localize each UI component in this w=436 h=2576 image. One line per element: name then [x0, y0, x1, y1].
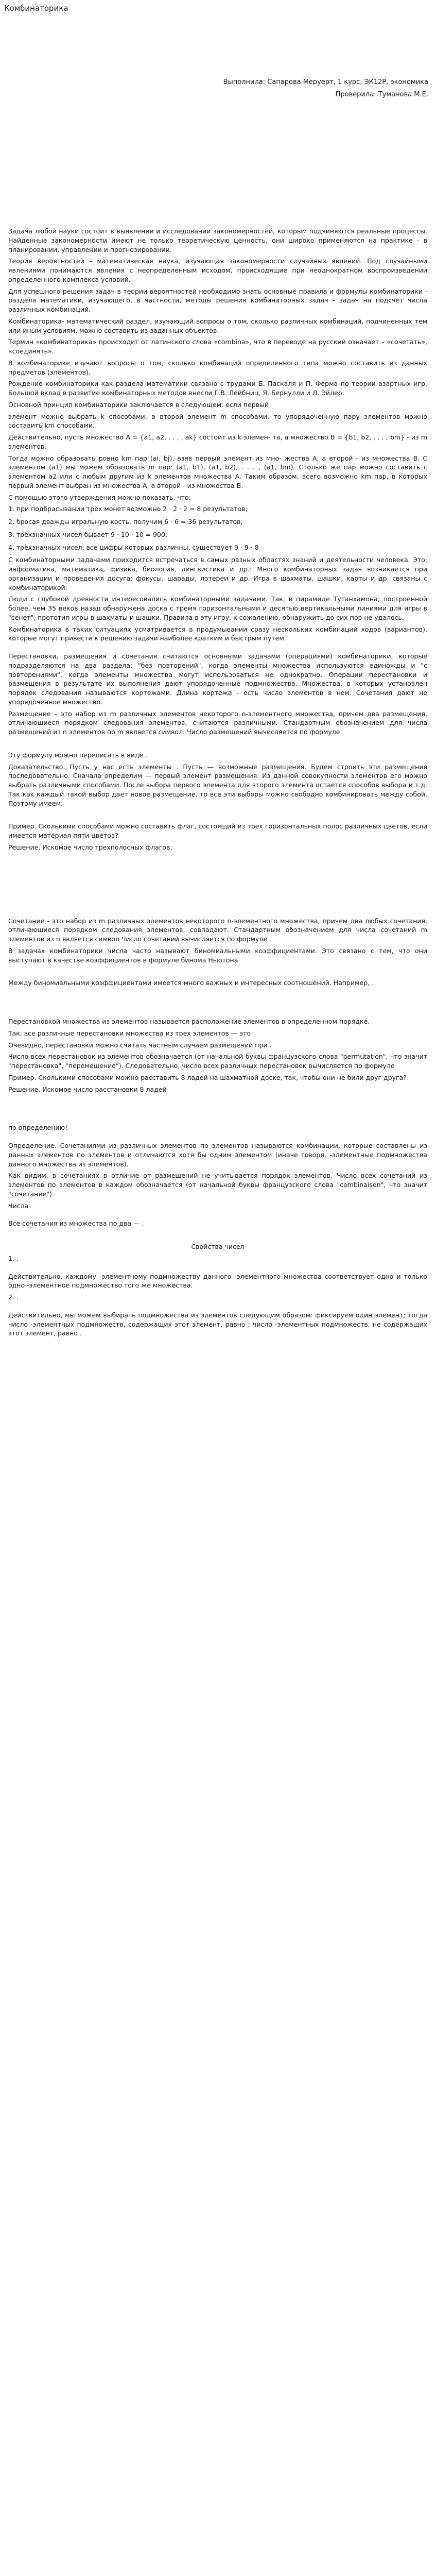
paragraph: Теория вероятностей - математическая наука, изучающая закономерности случайных явлений. Под случайными явлениями понимаются явления с неопределенным исходом, происходящие при неоднократном воспроизведении определенного комплекса условий. [8, 257, 427, 283]
paragraph: В задачах комбинаторики числа часто называют биномиальными коэффициентами. Это связано с тем, что они выступают в качестве коэффициентов в формуле бинома Ньютона [8, 946, 427, 964]
paragraph: Тогда можно образовать ровно km пар (ai, bj), взяв первый элемент из мно- жества A, а второй - из множества B. С элементом (a1) мы можем образовать m пар: (a1, b1), (a1, b2), . . . , (a1, bm). Столько же пар можно составить с элементом a2 или с любым другим из k элементов множества A. Таким образом, всего возможно km пар, в которых первый элемент выбран из множества A, а второй - из множества B. [8, 454, 427, 489]
formula-placeholder [8, 1213, 427, 1219]
formula-placeholder [8, 855, 427, 917]
formula-placeholder [8, 990, 427, 1017]
paragraph: Основной принцип комбинаторики заключается в следующем: если первый [8, 400, 269, 409]
list-item: 1. при подбрасывании трёх монет возможно 2 · 2 · 2 = 8 результатов; [8, 505, 248, 513]
paragraph: элемент можно выбрать k способами, а второй элемент m способами, то упорядоченную пару элементов можно составить km способами. [8, 412, 427, 430]
paragraph: Сочетание - это набор из m различных элементов некоторого n-элементного множества, причем два любых сочетания, отличающиеся порядком следования элементов, совпадают. Стандартным обозначением для числа сочетаний m элементов из n является символ Число сочетаний вычисляется по формуле . [8, 917, 427, 943]
paragraph: Перестановкой множества из элементов называется расположение элементов в определенном порядке. [8, 1018, 370, 1025]
paragraph: Задача любой науки состоит в выявлении и исследовании закономерностей, которым подчиняются реальные процессы. Найденные закономерности имеют не только теоретическую ценность, они широко применяются на практике - в планировании, управлении и прогнозировании. [8, 227, 427, 253]
paragraph: 2. . [8, 1293, 19, 1301]
paragraph: Люди с глубокой древности интересовались комбинаторными задачами. Так, в пирамиде Тутанхамона, построенной более, чем 35 веков назад обнаружена доска с тремя горизонтальными и десятью вертикальными линиями для игры в "сенет", прототип игры в шахматы и шашки. Правила в эту игру, к сожалению, обнаружить до сих пор не удалось. [8, 595, 427, 621]
paragraph: Комбинаторика в таких ситуациях усматривается в продумывании сразу нескольких комбинаций ходов (вариантов), которые могут привести к решению задачи наиболее кратким и быстрым путем. [8, 625, 427, 642]
spacer [8, 1135, 427, 1141]
list-item: 4. трёхзначных чисел, все цифры которых различны, существует 9 · 9 · 8 [8, 543, 259, 551]
paragraph: Пример. Сколькими способами можно расставить 8 ладей на шахматной доске, так, чтобы они не били друг друга? [8, 1073, 407, 1081]
spacer [8, 1231, 427, 1242]
formula-placeholder [8, 1304, 427, 1311]
paragraph: Эту формулу можно переписать в виде . [8, 751, 148, 759]
paragraph: Так, все различные перестановки множества из трех элементов — это [8, 1029, 251, 1037]
paragraph: Пример. Сколькими способами можно составить флаг, состоящий из трех горизонтальных полос различных цветов, если имеется материал пяти цветов? [8, 822, 427, 839]
examples-list [8, 504, 427, 552]
author-block [0, 76, 428, 101]
paragraph: Решение. Искомое число трехполосных флагов: [8, 843, 172, 851]
paragraph: Перестановки, размещения и сочетания считаются основными задачами (операциями) комбинаторики, которые подразделяются на два раздела: "без повторений", когда элементы множества используются единожды и "с повторениями", когда элементы множества могут использоваться не однократно. Операции перестановки и размещения в результате их выполнения дают упорядоченные подмножества. Множества, в которых установлен порядок следования называются кортежами. Длина кортежа - есть число элементов в нем. Сочетания дают не упорядоченное множество. [8, 652, 427, 706]
paragraph: Действительно, мы можем выбирать подмножества из элементов следующим образом: фиксируем один элемент; тогда число -элементных подмножеств, содержащих этот элемент, равно ; число -элементных подмножеств, не содержащих этот элемент, равно . [8, 1311, 427, 1337]
paragraph: по определению! [8, 1124, 68, 1132]
formula-placeholder [8, 967, 427, 978]
paragraph: Решение. Искомое число расстановки 8 ладей [8, 1085, 167, 1093]
reviewer-line: Проверила: Туманова М.Е. [335, 91, 428, 99]
formula-placeholder [8, 810, 427, 822]
paragraph: Комбинаторика- математический раздел, изучающий вопросы о том, сколько различных комбинаций, подчиненных тем или иным условиям, можно составить из заданных объектов. [8, 317, 427, 334]
paragraph: Между биномиальными коэффициентами имеется много важных и интересных соотношений. Например, . [8, 979, 374, 987]
formula-placeholder [8, 1096, 427, 1123]
paragraph: Как видим, в сочетаниях в отличие от размещений не учитывается порядок элементов. Число всех сочетаний из элементов по элементов в каждом обозначается (от начальной буквы французского слова "combinaison", что значит "сочетание"). [8, 1172, 427, 1198]
section-heading: Свойства чисел [191, 1243, 245, 1250]
list-item: 3. трёхзначных чисел бывает 9 · 10 · 10 = 900; [8, 530, 168, 538]
paragraph: С помощью этого утверждения можно показать, что: [8, 493, 191, 501]
formula-placeholder [8, 1266, 427, 1272]
paragraph: Доказательство. Пусть у нас есть элементы . Пусть — возможные размещения. Будем строить эти размещения последовательно. Сначала определим — первый элемент размещения. Из данной совокупности элементов его можно выбрать различными способами. После выбора первого элемента для второго элемента остается способов выбора и т.д. Так как каждый такой выбор дает новое размещение, то все эти выборы можно свободно комбинировать между собой. Поэтому имеем: [8, 762, 427, 807]
document-title: Комбинаторика [4, 4, 68, 13]
paragraph: Числа [8, 1201, 29, 1210]
paragraph: Для успешного решения задач в теории вероятностей необходимо знать основные правила и формулы комбинаторики - раздела математики, изучающего, в частности, методы решения комбинаторных задач - задач на подсчет числа различных комбинаций. [8, 287, 427, 313]
paragraph: Термин «комбинаторика» происходит от латинского слова «combina», что в переводе на русский означает – «сочетать», «соединять». [8, 338, 427, 355]
document-body [8, 227, 427, 1341]
paragraph: В комбинаторике изучают вопросы о том, сколько комбинаций определенного типа можно составить из данных предметов (элементов). [8, 359, 427, 376]
paragraph: С комбинаторными задачами приходится встречаться в самых разных областях знаний и деятельности человека. Это; информатика, математика, физика, биология, лингвистика и др.: Много комбинаторных задач возникается при организации и проведения досуга: фокусы, шарады, лотереи и др. Игра в шахматы, шашки, карты и др. связаны с комбинаторикой. [8, 556, 427, 591]
paragraph: Размещение – это набор из m различных элементов некоторого n-элементного множества, причем два размещения, отличающиеся порядком следования элементов, считаются различными. Стандартным обозначением для числа размещений из n элементов по m является символ. Число размещений вычисляется по формуле [8, 709, 427, 736]
paragraph: Определение. Сочетаниями из различных элементов по элементов называются комбинации, которые составлены из данных элементов по элементов и отличаются хотя бы одним элементом (иначе говоря, -элементные подмножества данного множества из элементов). [8, 1142, 427, 1168]
paragraph: Рождение комбинаторики как раздела математики связано с трудами Б. Паскаля и П. Ферма по теории азартных игр. Большой вклад в развитие комбинаторных методов внесли Г.В. Лейбниц, Я. Бернулли и Л. Эйлер. [8, 380, 427, 397]
paragraph: Действительно, пусть множество A = {a1, a2, . . . , ak} состоит из k элемен- та, а множество B = {b1, b2, . . . , bm} - из m элементов. [8, 433, 427, 450]
paragraph: Все сочетания из множества по два — . [8, 1219, 144, 1228]
spacer [8, 646, 427, 652]
formula-placeholder [8, 739, 427, 751]
paragraph: Действительно, каждому -элементному подмножеству данного -элементного множества соответствует одно и только одно -элементное подмножество того же множества. [8, 1272, 427, 1290]
author-line: Выполнила: Сапарова Меруерт, 1 курс, ЭК12Р, экономика [223, 78, 428, 86]
paragraph: Число всех перестановок из элементов обозначается (от начальной буквы французского слова "permutation", что значит "перестановка", "перемещение"). Следовательно, число всех различных перестановок вычисляется по формуле [8, 1053, 427, 1070]
paragraph: 1. . [8, 1254, 19, 1262]
list-item: 2. бросая дважды игральную кость, получим 6 · 6 = 36 результатов; [8, 518, 243, 526]
paragraph: Очевидно, перестановки можно считать частным случаем размещений при . [8, 1041, 272, 1049]
